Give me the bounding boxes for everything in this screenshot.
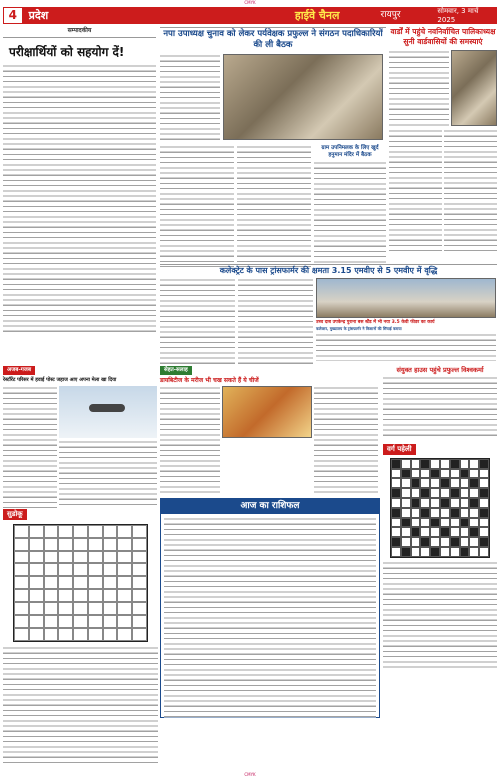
lead-body-col-2 [160,145,234,271]
crossword-cell [440,469,450,479]
horoscope-section [160,498,380,718]
crossword-cell [401,469,411,479]
councillor-body-2 [389,129,442,255]
sub-story-body [316,333,496,361]
airplane-photo [59,386,157,438]
crossword-cell [401,508,411,518]
sudoku-cell [117,602,132,615]
crossword-cell [440,537,450,547]
crossword-cell [450,478,460,488]
pfc-headline: संयुक्त हाउस पहुंचे प्रफुल्ल विश्वकर्मा [396,366,484,374]
sudoku-cell [73,615,88,628]
body-text-lines [160,145,234,271]
crossword-cell [401,459,411,469]
sudoku-cell [44,551,59,564]
crossword-cell [440,459,450,469]
crossword-cell [430,547,440,557]
sudoku-cell [117,563,132,576]
crossword-cell [460,508,470,518]
sudoku-cell [44,589,59,602]
body-text-lines [316,333,496,361]
crossword-clues [383,561,497,671]
councillor-story [389,27,497,265]
body-text-lines [59,440,157,508]
sudoku-cell [29,602,44,615]
crossword-cell [430,518,440,528]
sudoku-cell [88,628,103,641]
sudoku-cell [103,525,118,538]
sehat-tag: सेहत-सलाह [160,366,192,375]
sudoku-cell [58,576,73,589]
sudoku-cell [44,538,59,551]
page-number: 4 [3,7,23,24]
crossword-cell [420,478,430,488]
crossword-cell [411,547,421,557]
sudoku-cell [117,538,132,551]
crossword-cell [391,459,401,469]
crossword-cell [479,527,489,537]
body-text-lines [314,386,378,496]
sudoku-cell [73,602,88,615]
body-text-lines [383,376,497,436]
sudoku-cell [14,628,29,641]
sudoku-cell [88,538,103,551]
sudoku-cell [88,615,103,628]
crossword-cell [420,488,430,498]
sudoku-cell [29,538,44,551]
sudoku-cell [44,563,59,576]
transformer-photo [316,278,496,318]
lead-body-col-1 [160,54,220,142]
transformer-body-1 [160,278,235,364]
councillor-body-1 [389,50,449,126]
sudoku-cell [58,551,73,564]
sudoku-cell [73,538,88,551]
crossword-cell [460,527,470,537]
crossword-cell [401,547,411,557]
crossword-cell [391,537,401,547]
crossword-cell [469,527,479,537]
crossword-cell [391,527,401,537]
cmyk-mark: CMYK [244,0,256,5]
sudoku-cell [88,563,103,576]
newspaper-name: हाईवे चैनल [294,8,340,22]
sudoku-cell [103,576,118,589]
sudoku-instructions [3,646,158,764]
crossword-cell [391,469,401,479]
sudoku-cell [132,576,147,589]
pfc-body [383,376,497,436]
ajab-gajab-section [3,366,158,508]
crossword-cell [401,527,411,537]
transformer-body-2 [238,278,313,364]
body-text-lines [3,646,158,764]
sudoku-cell [58,589,73,602]
sehat-body-2 [314,386,378,496]
crossword-cell [450,518,460,528]
sudoku-cell [73,551,88,564]
sudoku-grid [13,524,148,642]
crossword-cell [411,478,421,488]
sudoku-cell [44,602,59,615]
crossword-cell [411,508,421,518]
crossword-cell [469,488,479,498]
crossword-cell [401,537,411,547]
crossword-cell [469,459,479,469]
crossword-cell [430,508,440,518]
hanuman-headline: ग्राम उपनिमलक के लिए खुर्द हनुमान मंदिर में बैठक [321,145,379,158]
crossword-cell [469,469,479,479]
body-text-lines [3,386,57,508]
lead-story [160,27,386,263]
sehat-body-1 [160,386,220,496]
body-text-lines [237,145,311,271]
lead-body-col-3 [237,145,311,271]
body-text-lines [444,129,497,255]
editorial-label: सम्पादकीय [3,27,156,38]
city-name: रायपुर [380,9,401,20]
sudoku-cell [88,525,103,538]
crossword-cell [401,518,411,528]
crossword-cell [391,547,401,557]
crossword-cell [450,459,460,469]
councillor-body-3 [444,129,497,255]
sudoku-cell [132,525,147,538]
body-text-lines [160,278,235,364]
ajab-sub: रेस्टॉरेंट परिसर में हवाई पोस्ट जहाज आए अपना मेला खा दिया [3,376,117,383]
crossword-cell [469,498,479,508]
crossword-cell [479,537,489,547]
body-text-lines [383,561,497,671]
crossword-cell [479,518,489,528]
sudoku-cell [103,538,118,551]
crossword-cell [479,488,489,498]
sudoku-cell [103,602,118,615]
body-text-lines [314,161,386,266]
crossword-cell [460,537,470,547]
crossword-cell [391,518,401,528]
sudoku-cell [73,576,88,589]
editorial-body [3,64,156,334]
sehat-headline: डायबिटीज के मरीज भी चख सकते हैं ये चीजें [160,376,259,384]
sudoku-cell [14,615,29,628]
sudoku-cell [29,589,44,602]
sehat-salah-section [160,366,380,498]
sudoku-cell [73,589,88,602]
airplane-icon [89,404,125,412]
sudoku-cell [29,551,44,564]
sudoku-cell [117,615,132,628]
crossword-cell [450,508,460,518]
sudoku-cell [117,628,132,641]
crossword-cell [391,478,401,488]
crossword-cell [440,488,450,498]
lead-headline: नपा उपाध्यक्ष चुनाव को लेकर पर्यवेक्षक प्रफुल्ल ने संगठन पदाधिकारियों की ली बैठक [160,27,386,51]
sudoku-cell [132,589,147,602]
sub-story-headline: उच्च दाब उपकेन्द्र पुराना बस स्टैंड में भी नया 3.5 केवी फीडर का कार्य [316,320,435,325]
crossword-cell [450,488,460,498]
crossword-grid [390,458,490,558]
sudoku-cell [58,563,73,576]
food-photo [222,386,312,438]
sudoku-cell [44,576,59,589]
cmyk-footer: CMYK [244,772,256,777]
crossword-cell [460,478,470,488]
issue-date: सोमवार, 3 मार्च 2025 [437,6,479,24]
sudoku-cell [29,628,44,641]
sudoku-cell [73,628,88,641]
crossword-cell [420,518,430,528]
crossword-cell [440,508,450,518]
crossword-cell [401,488,411,498]
crossword-cell [460,459,470,469]
body-text-lines [389,129,442,255]
sudoku-cell [29,576,44,589]
crossword-cell [479,478,489,488]
sudoku-cell [29,525,44,538]
sudoku-cell [14,602,29,615]
sudoku-cell [58,602,73,615]
crossword-cell [411,518,421,528]
section-title: प्रदेश [28,8,49,22]
crossword-cell [460,488,470,498]
sudoku-cell [132,551,147,564]
sudoku-cell [103,589,118,602]
crossword-cell [479,508,489,518]
sudoku-cell [88,602,103,615]
crossword-cell [450,527,460,537]
sudoku-cell [58,628,73,641]
crossword-cell [430,488,440,498]
sudoku-cell [117,525,132,538]
sudoku-cell [132,563,147,576]
body-text-lines [160,54,220,142]
transformer-headline: कलेक्ट्रेट के पास ट्रांसफार्मर की क्षमता 3.15 एमवीए से 5 एमवीए में वृद्धि [160,264,497,276]
crossword-cell [430,527,440,537]
sudoku-cell [58,538,73,551]
sudoku-cell [132,538,147,551]
sudoku-cell [44,628,59,641]
crossword-cell [450,469,460,479]
editorial-column [3,27,156,365]
sudoku-cell [117,576,132,589]
sudoku-cell [14,589,29,602]
crossword-cell [411,537,421,547]
sudoku-cell [14,538,29,551]
sudoku-cell [14,525,29,538]
crossword-cell [391,498,401,508]
councillor-headline: वार्डों में पहुंचे नवनिर्वाचित पालिकाध्यक्ष सुनी वार्डवासियों की समस्याएं [390,27,496,46]
crossword-cell [469,518,479,528]
crossword-cell [479,459,489,469]
crossword-cell [440,518,450,528]
crossword-cell [440,547,450,557]
crossword-cell [440,527,450,537]
sudoku-cell [88,576,103,589]
crossword-cell [420,537,430,547]
crossword-cell [420,459,430,469]
hanuman-body [314,161,386,266]
crossword-cell [460,518,470,528]
sudoku-cell [14,551,29,564]
sudoku-cell [88,589,103,602]
crossword-cell [420,508,430,518]
editorial-title: परीक्षार्थियों को सहयोग दें! [9,44,125,59]
crossword-cell [430,469,440,479]
ajab-body-2 [59,440,157,508]
crossword-title: वर्ग पहेली [383,444,416,455]
ajab-body [3,386,57,508]
crossword-cell [420,498,430,508]
sudoku-cell [88,551,103,564]
sudoku-title: सुडोकू [3,509,27,520]
crossword-cell [440,478,450,488]
crossword-cell [460,547,470,557]
sudoku-cell [73,525,88,538]
crossword-cell [411,459,421,469]
crossword-cell [401,478,411,488]
sudoku-section [3,509,158,777]
sudoku-cell [44,525,59,538]
crossword-cell [469,537,479,547]
horoscope-body [164,517,376,721]
sudoku-cell [58,615,73,628]
crossword-cell [450,537,460,547]
crossword-cell [430,498,440,508]
crossword-cell [450,498,460,508]
crossword-cell [430,478,440,488]
meeting-photo [223,54,383,140]
crossword-cell [479,469,489,479]
crossword-cell [420,547,430,557]
body-text-lines [238,278,313,364]
crossword-cell [391,508,401,518]
sudoku-cell [14,563,29,576]
body-text-lines [164,517,376,721]
pfc-story [383,366,497,442]
crossword-cell [460,498,470,508]
sudoku-cell [58,525,73,538]
body-text-lines [160,386,220,496]
horoscope-title: आज का राशिफल [161,499,379,514]
sudoku-cell [132,628,147,641]
crossword-cell [411,498,421,508]
sub-story-sub: कलेक्टर, मुख्यालय के ट्रांसफार्मर ने किसानों की सिंचाई कराया [316,325,402,331]
crossword-cell [469,478,479,488]
ajab-tag: अजब-गजब [3,366,35,375]
sudoku-cell [117,589,132,602]
crossword-cell [391,488,401,498]
sudoku-cell [103,551,118,564]
sudoku-cell [14,576,29,589]
crossword-cell [469,508,479,518]
sudoku-cell [103,563,118,576]
councillor-photo [451,50,497,126]
sudoku-cell [44,615,59,628]
crossword-cell [430,537,440,547]
crossword-cell [460,469,470,479]
sudoku-cell [117,551,132,564]
crossword-cell [440,498,450,508]
body-text-lines [389,50,449,126]
crossword-cell [420,527,430,537]
crossword-cell [411,469,421,479]
crossword-section [383,444,497,672]
body-text-lines [3,64,156,334]
transformer-story [160,264,497,331]
crossword-cell [430,459,440,469]
crossword-cell [469,547,479,557]
crossword-cell [401,498,411,508]
crossword-cell [479,498,489,508]
sudoku-cell [103,628,118,641]
sudoku-cell [103,615,118,628]
masthead [3,7,497,24]
crossword-cell [411,527,421,537]
sudoku-cell [73,563,88,576]
sudoku-cell [132,602,147,615]
crossword-cell [411,488,421,498]
crossword-cell [420,469,430,479]
crossword-cell [450,547,460,557]
sudoku-cell [29,563,44,576]
sudoku-cell [29,615,44,628]
crossword-cell [479,547,489,557]
sudoku-cell [132,615,147,628]
